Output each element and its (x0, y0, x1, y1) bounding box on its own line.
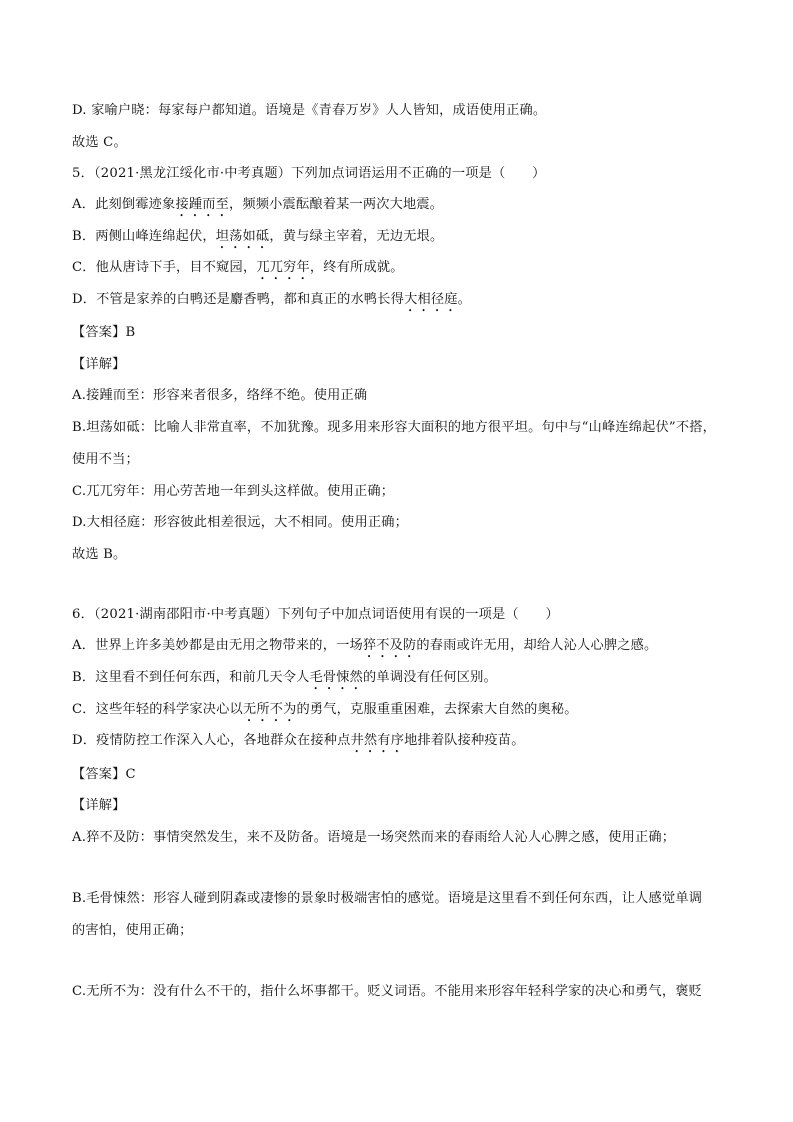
prev-conclusion: 故选 C。 (72, 135, 127, 150)
q5-detail-title: 【详解】 (72, 357, 126, 372)
q5-stem: 5．（2021·黑龙江绥化市·中考真题）下列加点词语运用不正确的一项是（ ） (72, 166, 546, 181)
q6-a-dotted-word: 猝不及防 (362, 638, 417, 653)
q5-option-b: B．两侧山峰连绵起伏，坦荡如砥，黄与绿主宰着，无边无垠。 (72, 229, 444, 244)
q5-explain-c: C.兀兀穷年：用心劳苦地一年到头这样做。使用正确； (72, 484, 395, 499)
q6-option-b: B．这里看不到任何东西，和前几天令人毛骨悚然的单调没有任何区别。 (72, 670, 497, 685)
q5-b-dotted-word: 坦荡如砥 (215, 229, 270, 244)
q5-explain-d: D.大相径庭：形容彼此相差很远，大不相同。使用正确； (72, 515, 408, 530)
q6-option-a: A．世界上许多美妙都是由无用之物带来的，一场猝不及防的春雨或许无用，却给人沁人心脾之感。 (72, 638, 658, 653)
q6-c-dotted-word: 无所不为 (242, 702, 297, 717)
q6-answer: 【答案】C (72, 767, 136, 782)
q6-stem: 6．（2021·湖南邵阳市·中考真题）下列句子中加点词语使用有误的一项是（ ） (72, 607, 559, 622)
q5-a-dotted-word: 接踵而至 (175, 197, 229, 212)
q6-explain-b-1: B.毛骨悚然：形容人碰到阴森或凄惨的景象时极端害怕的感觉。语境是这里看不到任何东西，让人感觉单调 (72, 891, 703, 906)
q5-option-a: A．此刻倒霉迹象接踵而至，频频小震酝酿着某一两次大地震。 (72, 197, 444, 212)
q5-answer: 【答案】B (72, 325, 136, 340)
q6-explain-a: A.猝不及防：事情突然发生，来不及防备。语境是一场突然而来的春雨给人沁人心脾之感，使用正确； (72, 830, 676, 845)
q5-option-c: C．他从唐诗下手，目不窥园，兀兀穷年，终有所成就。 (72, 260, 404, 275)
q5-c-dotted-word: 兀兀穷年 (256, 260, 310, 275)
q6-explain-c-1: C.无所不为：没有什么不干的，指什么坏事都干。贬义词语。不能用来形容年轻科学家的决心和勇气，褒贬 (72, 984, 703, 999)
q6-b-dotted-word: 毛骨悚然 (309, 670, 364, 685)
q5-conclusion: 故选 B。 (72, 547, 127, 562)
q5-option-d: D．不管是家养的白鸭还是麝香鸭，都和真正的水鸭长得大相径庭。 (72, 292, 472, 307)
q6-detail-title: 【详解】 (72, 798, 126, 813)
q5-explain-b-1: B.坦荡如砥：比喻人非常直率，不加犹豫。现多用来形容大面积的地方很平坦。句中与“山峰连绵起伏”不搭， (72, 420, 716, 435)
q6-option-c: C．这些年轻的科学家决心以无所不为的勇气，克服重重困难，去探索大自然的奥秘。 (72, 702, 578, 717)
q6-d-dotted-word: 井然有序 (350, 733, 405, 748)
q6-option-d: D．疫情防控工作深入人心，各地群众在接种点井然有序地排着队接种疫苗。 (72, 733, 525, 748)
q5-explain-b-2: 使用不当； (72, 452, 139, 467)
q5-d-dotted-word: 大相径庭 (404, 292, 458, 307)
prev-option-d: D. 家喻户晓：每家每户都知道。语境是《青春万岁》人人皆知，成语使用正确。 (72, 103, 547, 118)
q6-explain-b-2: 的害怕，使用正确； (72, 923, 193, 938)
q5-explain-a: A.接踵而至：形容来者很多，络绎不绝。使用正确 (72, 388, 368, 403)
